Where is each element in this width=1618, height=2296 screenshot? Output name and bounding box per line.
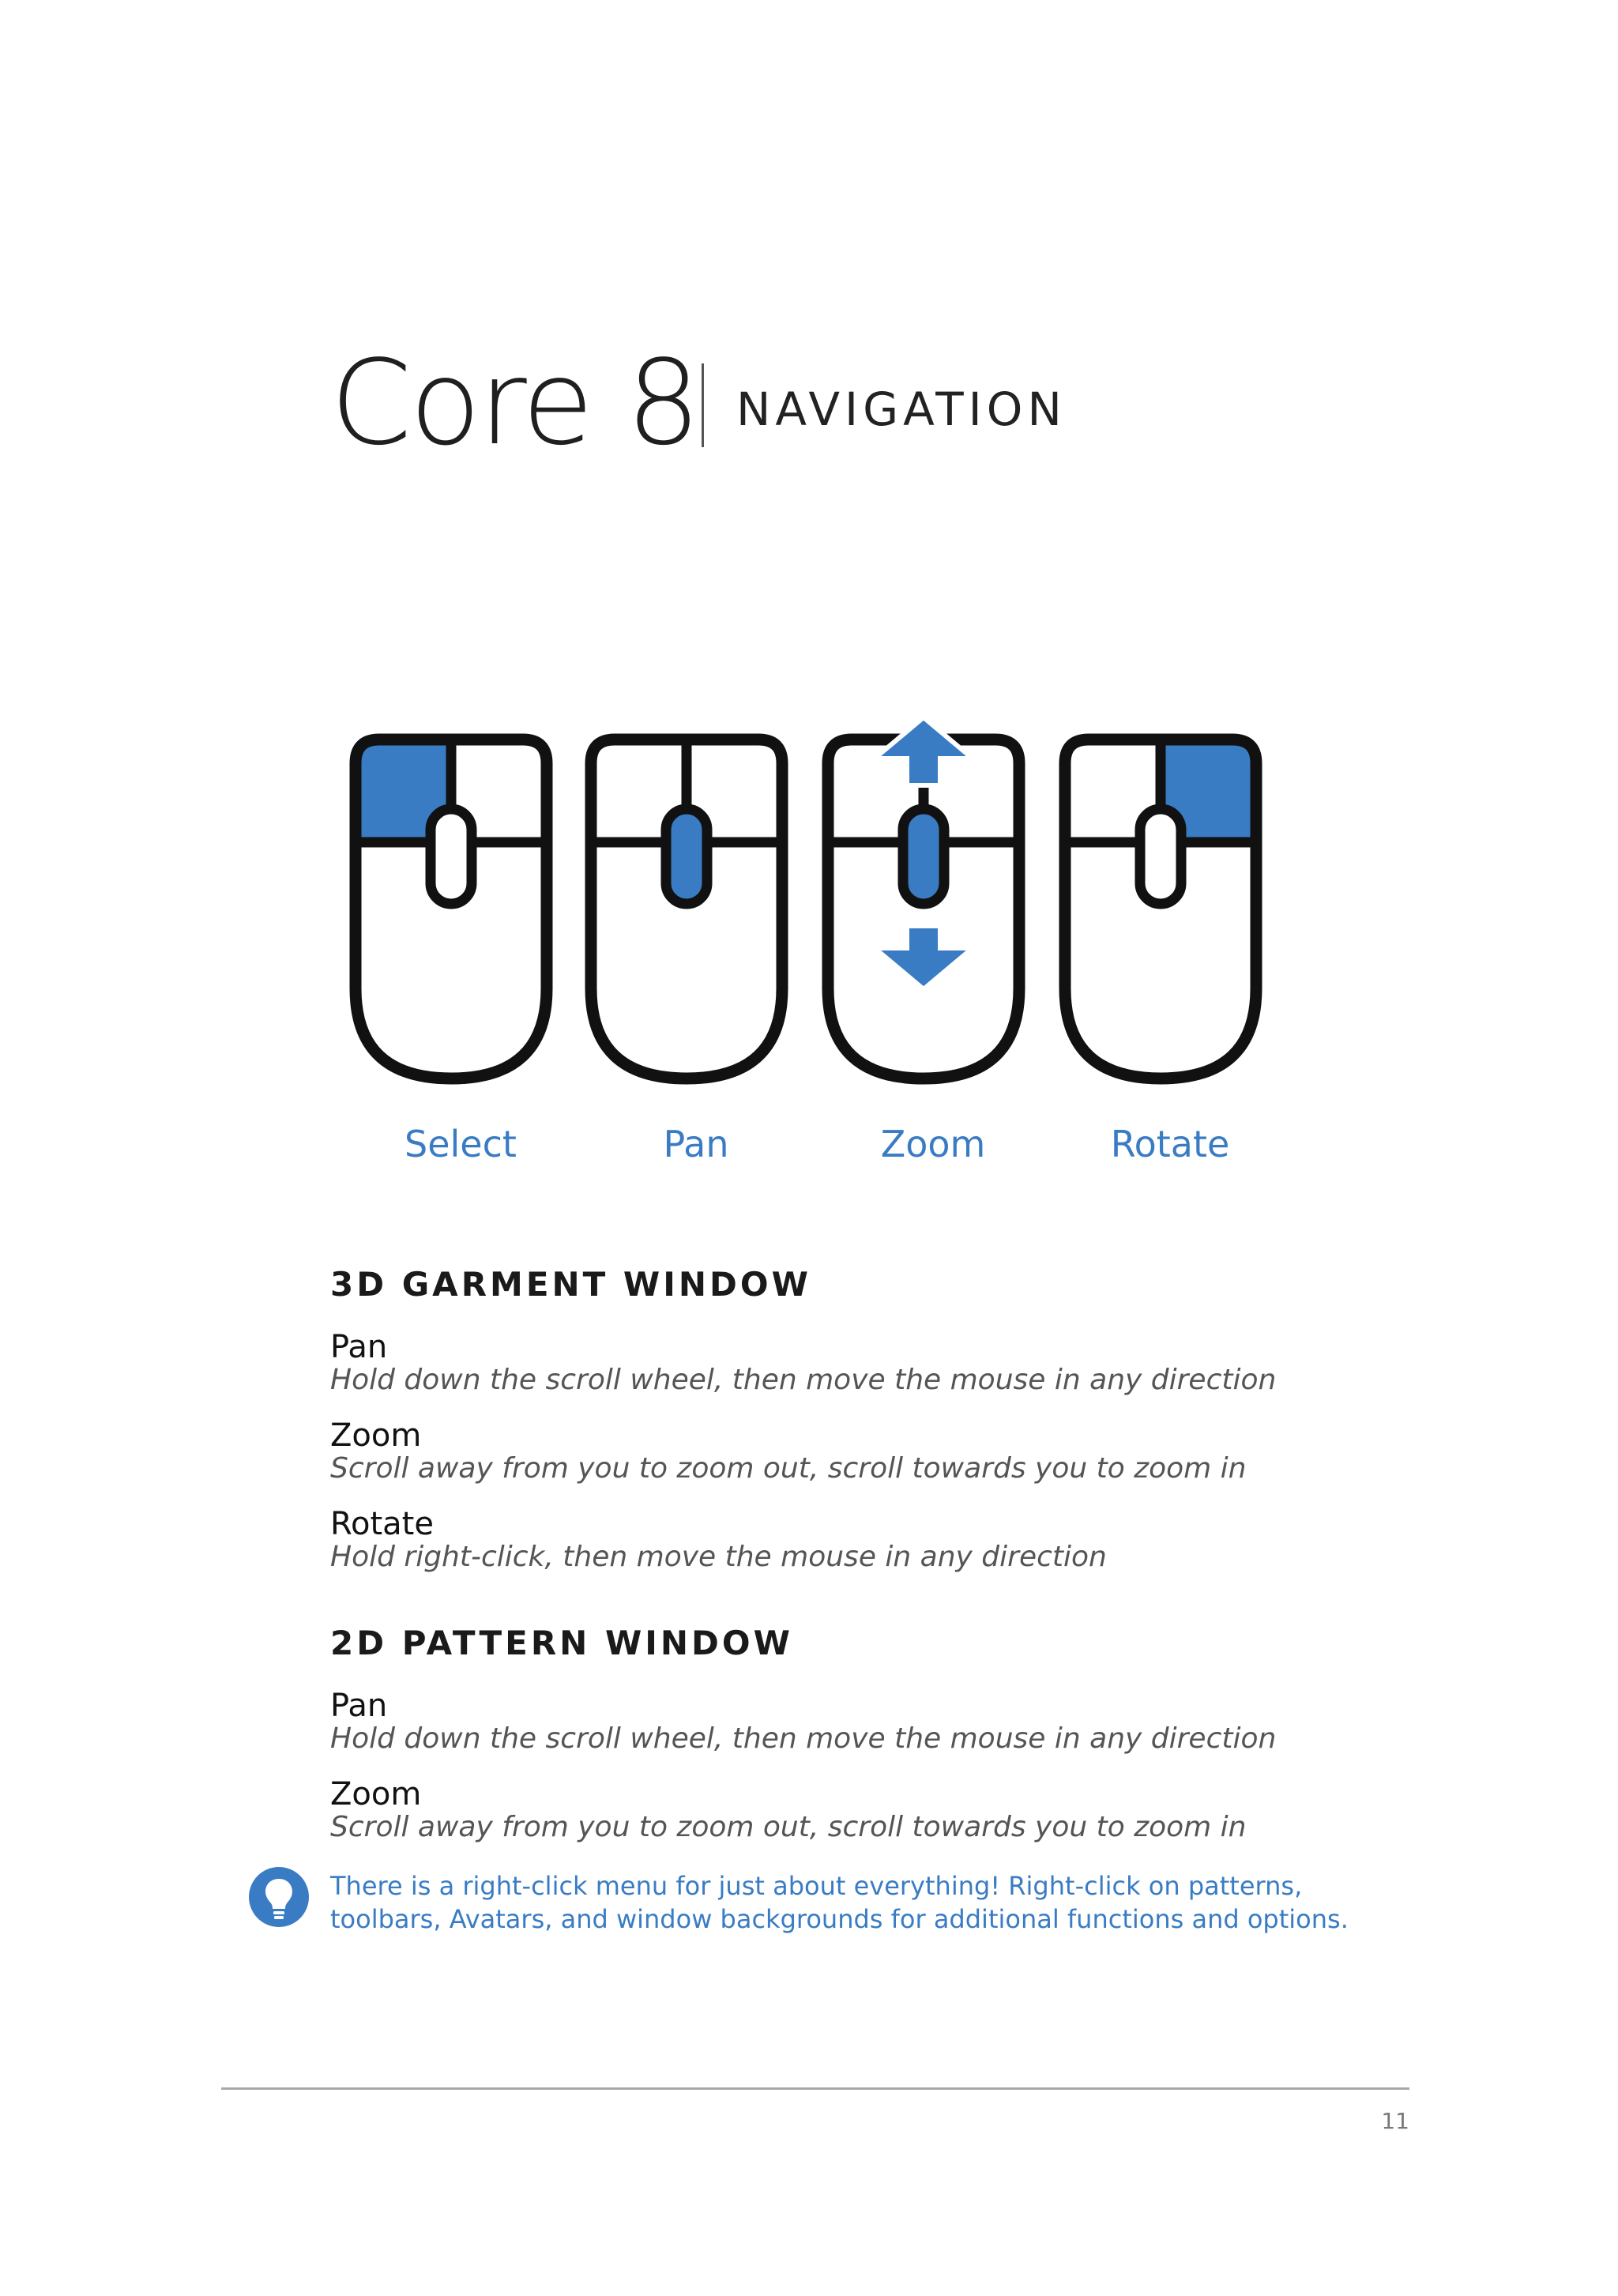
footer-divider — [221, 2087, 1409, 2090]
item-title-3d-zoom: Zoom — [330, 1417, 422, 1454]
item-description-3d-rotate: Hold right-click, then move the mouse in any direction — [330, 1541, 1107, 1573]
item-title-3d-rotate: Rotate — [330, 1506, 434, 1542]
lightbulb-icon — [248, 1866, 310, 1928]
page-title: Core 8 — [330, 335, 698, 471]
mouse-diagram — [348, 711, 1280, 1090]
mouse-rotate-icon — [1065, 740, 1256, 1078]
mouse-label-zoom: Zoom — [880, 1123, 986, 1165]
item-title-2d-pan: Pan — [330, 1688, 388, 1724]
section-heading-2d-pattern: 2D PATTERN WINDOW — [330, 1624, 793, 1662]
item-description-2d-zoom: Scroll away from you to zoom out, scroll towards you to zoom in — [330, 1811, 1247, 1843]
item-description-2d-pan: Hold down the scroll wheel, then move the mouse in any direction — [330, 1722, 1277, 1755]
mouse-label-select: Select — [404, 1123, 517, 1165]
mouse-select-icon — [356, 740, 547, 1078]
mouse-label-rotate: Rotate — [1110, 1123, 1230, 1165]
title-divider — [702, 363, 704, 447]
page-number: 11 — [1381, 2108, 1409, 2134]
tip-line-2: toolbars, Avatars, and window backgrounds for additional functions and options. — [330, 1904, 1349, 1934]
item-title-3d-pan: Pan — [330, 1329, 388, 1365]
item-description-3d-pan: Hold down the scroll wheel, then move the mouse in any direction — [330, 1364, 1277, 1396]
mouse-label-pan: Pan — [663, 1123, 729, 1165]
tip-text — [330, 1869, 1357, 1936]
mouse-zoom-icon — [828, 717, 1019, 1078]
page-subtitle: NAVIGATION — [736, 382, 1067, 436]
tip-line-1: There is a right-click menu for just about everything! Right-click on patterns, — [330, 1871, 1303, 1901]
item-title-2d-zoom: Zoom — [330, 1776, 422, 1812]
mouse-pan-icon — [591, 740, 782, 1078]
section-heading-3d-garment: 3D GARMENT WINDOW — [330, 1265, 811, 1304]
item-description-3d-zoom: Scroll away from you to zoom out, scroll towards you to zoom in — [330, 1452, 1247, 1485]
